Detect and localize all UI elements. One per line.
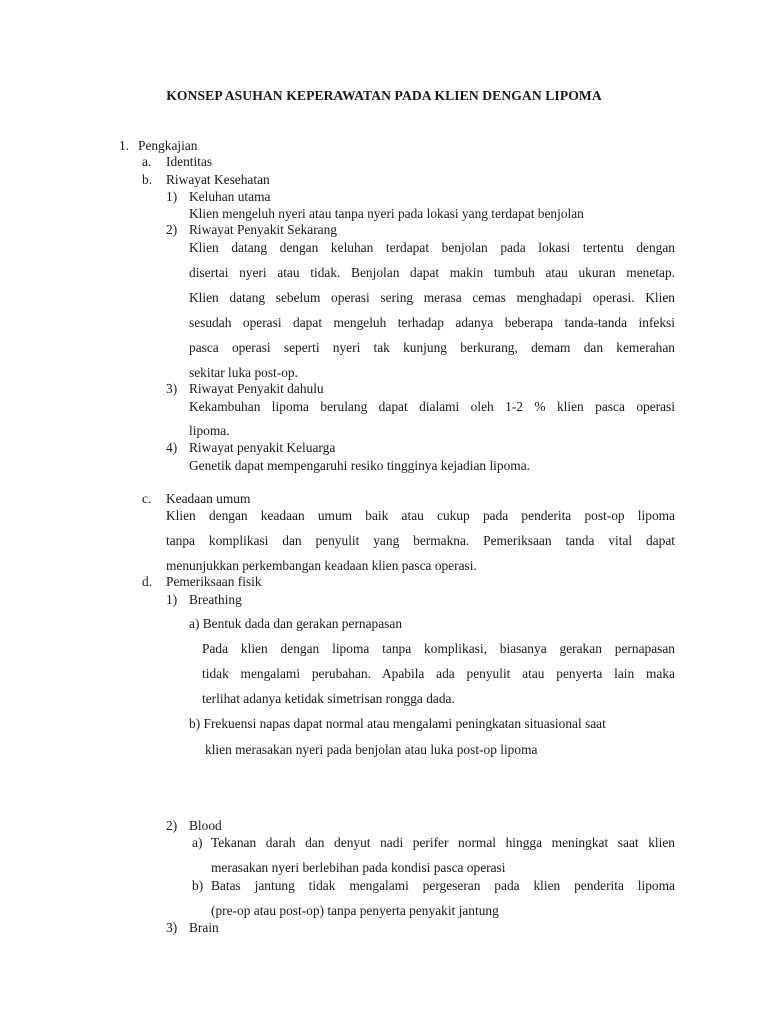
subitem-heading: Keluhan utama [189, 189, 271, 204]
paragraph-line: menunjukkan perkembangan keadaan klien pasca operasi. [166, 558, 477, 573]
subitem-number: 1) [166, 189, 178, 204]
breathing-a-heading: a) Bentuk dada dan gerakan pernapasan [189, 616, 403, 631]
paragraph-line: lipoma. [189, 423, 230, 438]
item-a-heading: Identitas [166, 154, 213, 169]
subitem-heading: Brain [189, 920, 219, 935]
paragraph-line: tanpa komplikasi dan penyulit yang bermakna. Pemeriksaan tanda vital dapat [166, 533, 675, 548]
subitem-number: 2) [166, 222, 178, 237]
subitem-heading: Blood [189, 818, 222, 833]
paragraph-line: tidak mengalami perubahan. Apabila ada penyulit atau penyerta lain maka [202, 666, 675, 681]
paragraph-line: pasca operasi seperti nyeri tak kunjung berkurang, demam dan kemerahan [189, 340, 675, 355]
item-a-letter: a. [142, 154, 152, 169]
item-d-heading: Pemeriksaan fisik [166, 574, 262, 589]
page-title: KONSEP ASUHAN KEPERAWATAN PADA KLIEN DENGAN LIPOMA [166, 88, 602, 103]
item-d-letter: d. [142, 574, 153, 589]
subitem-number: 1) [166, 592, 178, 607]
subitem-text: Genetik dapat mempengaruhi resiko tingginya kejadian lipoma. [189, 458, 530, 473]
paragraph-line: sesudah operasi dapat mengeluh terhadap adanya beberapa tanda-tanda infeksi [189, 315, 675, 330]
paragraph-line: Klien datang dengan keluhan terdapat benjolan pada lokasi tertentu dengan [189, 240, 675, 255]
breathing-b-heading: b) Frekuensi napas dapat normal atau mengalami peningkatan situasional saat [189, 716, 606, 731]
subitem-text: Klien mengeluh nyeri atau tanpa nyeri pada lokasi yang terdapat benjolan [189, 206, 584, 221]
paragraph-line: Tekanan darah dan denyut nadi perifer normal hingga meningkat saat klien [211, 835, 675, 850]
subitem-heading: Riwayat Penyakit Sekarang [189, 222, 338, 237]
paragraph-line: Klien datang sebelum operasi sering merasa cemas menghadapi operasi. Klien [189, 290, 675, 305]
subitem-number: 3) [166, 920, 178, 935]
section-heading: Pengkajian [138, 138, 198, 153]
paragraph-line: terlihat adanya ketidak simetrisan rongga dada. [202, 691, 455, 706]
paragraph-line: klien merasakan nyeri pada benjolan atau luka post-op lipoma [205, 742, 538, 757]
item-b-letter: b. [142, 172, 153, 187]
section-number: 1. [119, 138, 130, 153]
blood-b-letter: b) [192, 878, 204, 893]
subitem-number: 3) [166, 381, 178, 396]
paragraph-line: (pre-op atau post-op) tanpa penyerta penyakit jantung [211, 903, 499, 918]
subitem-heading: Riwayat penyakit Keluarga [189, 440, 336, 455]
paragraph-line: merasakan nyeri berlebihan pada kondisi pasca operasi [211, 860, 506, 875]
paragraph-line: Batas jantung tidak mengalami pergeseran pada klien penderita lipoma [211, 878, 675, 893]
paragraph-line: Klien dengan keadaan umum baik atau cukup pada penderita post-op lipoma [166, 508, 675, 523]
subitem-heading: Breathing [189, 592, 242, 607]
paragraph-line: disertai nyeri atau tidak. Benjolan dapat makin tumbuh atau ukuran menetap. [189, 265, 675, 280]
paragraph-line: Kekambuhan lipoma berulang dapat dialami oleh 1-2 % klien pasca operasi [189, 399, 675, 414]
paragraph-line: Pada klien dengan lipoma tanpa komplikasi, biasanya gerakan pernapasan [202, 641, 675, 656]
item-c-heading: Keadaan umum [166, 491, 251, 506]
subitem-number: 2) [166, 818, 178, 833]
paragraph-line: sekitar luka post-op. [189, 365, 298, 380]
subitem-heading: Riwayat Penyakit dahulu [189, 381, 324, 396]
subitem-number: 4) [166, 440, 178, 455]
blood-a-letter: a) [192, 835, 203, 850]
item-b-heading: Riwayat Kesehatan [166, 172, 270, 187]
item-c-letter: c. [142, 491, 152, 506]
